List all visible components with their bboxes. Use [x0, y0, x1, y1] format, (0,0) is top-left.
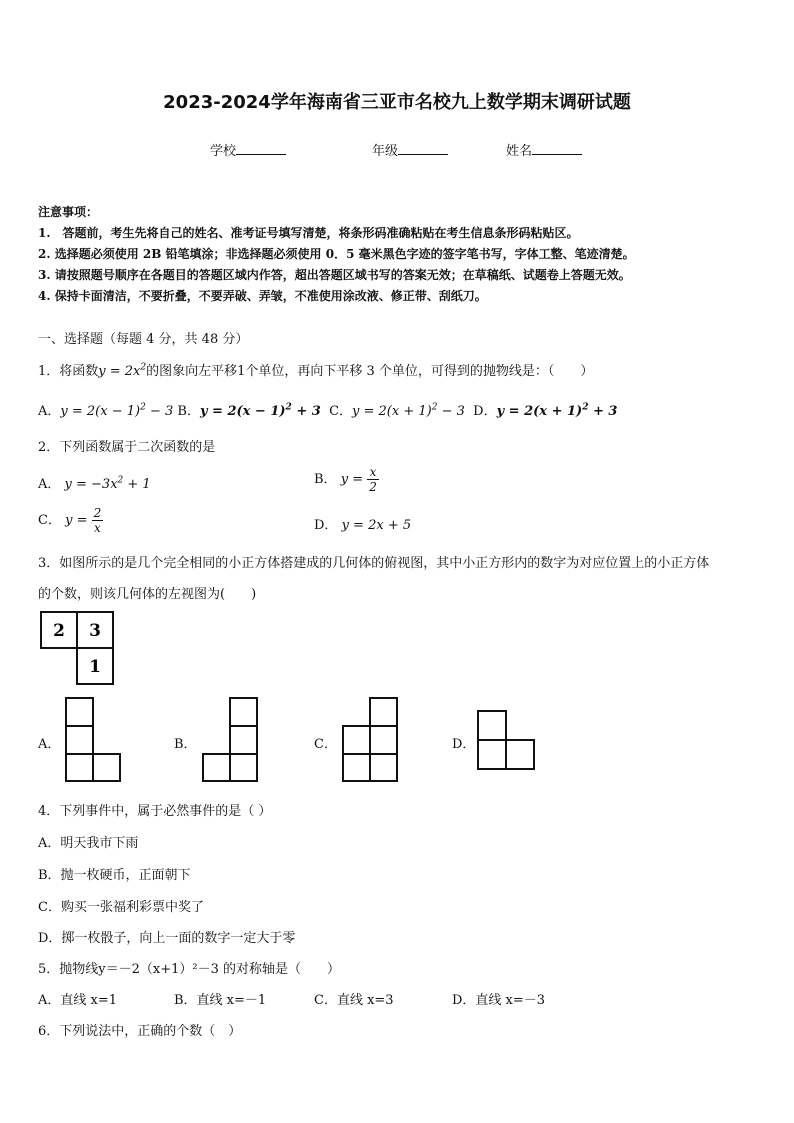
- q1-option-c-label: C．: [329, 404, 353, 419]
- note-item: 3. 请按照题号顺序在各题目的答题区域内作答，超出答题区域书写的答案无效；在草稿纸、试题卷上答题无效。: [38, 268, 631, 282]
- name-blank: [532, 142, 582, 155]
- q6-stem: 6．下列说法中，正确的个数（ ）: [38, 1024, 242, 1039]
- note-item: 4. 保持卡面清洁，不要折叠，不要弄破、弄皱，不准使用涂改液、修正带、刮纸刀。: [38, 289, 487, 303]
- q2-option-c: [38, 506, 103, 535]
- q2-option-d-formula: y = 2x + 5: [341, 518, 412, 533]
- q2-option-a-label: A．: [38, 477, 61, 492]
- q2-option-c-label: C．: [38, 513, 61, 528]
- q2-stem: 2．下列函数属于二次函数的是: [38, 440, 216, 455]
- q2-option-a: [38, 473, 151, 492]
- q1-stem-b: 的图象向左平移1个单位，再向下平移 3 个单位，可得到的抛物线是：（ ）: [146, 364, 594, 379]
- q5-option: A．直线 x=1: [38, 993, 118, 1008]
- school-blank: [236, 142, 286, 155]
- q2-option-a-formula: $y = -3x^2 + 1$: [64, 475, 151, 492]
- note-item: 2. 选择题必须使用 2B 铅笔填涂；非选择题必须使用 0．5 毫米黑色字迹的签字笔书写，字体工整、笔迹清楚。: [38, 247, 635, 261]
- section-heading: 一、选择题（每题 4 分，共 48 分）: [38, 332, 249, 347]
- school-field: [210, 140, 286, 159]
- q3-option-d-figure: [476, 709, 538, 773]
- q2-option-d: [314, 514, 411, 533]
- q4-option: D．掷一枚骰子，向上一面的数字一定大于零: [38, 931, 296, 946]
- q1-formula: $y = 2x^2$: [98, 362, 147, 379]
- grade-blank: [398, 142, 448, 155]
- q3-stem-line2: 的个数，则该几何体的左视图为( ): [38, 587, 257, 602]
- q2-option-b-formula: y =: [340, 472, 364, 487]
- grade-label: 年级: [372, 144, 399, 159]
- q3-option-a-label: A．: [38, 737, 61, 752]
- notes-heading: 注意事项：: [38, 205, 99, 219]
- q3-option-b-label: B．: [174, 737, 197, 752]
- q1-option-d-label: D．: [473, 404, 497, 419]
- name-label: 姓名: [506, 144, 533, 159]
- page-title: 2023-2024学年海南省三亚市名校九上数学期末调研试题: [163, 92, 631, 113]
- grid-number: 2: [53, 621, 65, 641]
- q4-option: A．明天我市下雨: [38, 836, 139, 851]
- q2-option-d-label: D．: [314, 518, 338, 533]
- q1-option-c: $y = 2(x + 1)^2 - 3$: [352, 402, 465, 419]
- q1-option-a: $y = 2(x - 1)^2 - 3$: [60, 402, 174, 419]
- grid-number: 3: [89, 621, 101, 641]
- grid-number: 1: [89, 657, 101, 677]
- q5-stem: 5．抛物线y＝－2（x+1）²－3 的对称轴是（ ）: [38, 962, 340, 977]
- q1-option-d: $y = 2(x + 1)^2 + 3$: [496, 402, 618, 419]
- q1-option-b: $y = 2(x - 1)^2 + 3$: [199, 402, 321, 419]
- q5-option: B．直线 x=－1: [174, 993, 267, 1008]
- q1-options: [38, 400, 617, 419]
- q4-stem: 4．下列事件中，属于必然事件的是（ ）: [38, 804, 272, 819]
- q2-option-b-label: B．: [314, 472, 337, 487]
- name-field: [506, 140, 582, 159]
- q1-option-a-label: A．: [38, 404, 61, 419]
- note-item: 1. 答题前，考生先将自己的姓名、准考证号填写清楚，将条形码准确粘贴在考生信息条形码粘贴区。: [38, 226, 579, 240]
- school-label: 学校: [210, 144, 237, 159]
- q2-option-c-fraction: $\frac{2}{x}$: [93, 506, 102, 535]
- q4-option: B．抛一枚硬币，正面朝下: [38, 868, 191, 883]
- q3-option-c-figure: [341, 696, 401, 784]
- q3-option-c-label: C．: [314, 737, 337, 752]
- q1-stem-a: 1．将函数: [38, 364, 99, 379]
- q3-option-d-label: D．: [452, 737, 476, 752]
- q1-option-b-label: B．: [177, 404, 200, 419]
- grade-field: [372, 140, 448, 159]
- q4-option: C．购买一张福利彩票中奖了: [38, 900, 204, 915]
- q1-stem: [38, 360, 593, 379]
- q3-option-a-figure: [64, 696, 124, 784]
- q3-stem-line1: 3．如图所示的是几个完全相同的小正方体搭建成的几何体的俯视图，其中小正方形内的数字为对应位置上的小正方体: [38, 556, 710, 571]
- q5-option: D．直线 x=－3: [452, 993, 546, 1008]
- q2-option-b-fraction: $\frac{x}{2}$: [369, 465, 377, 494]
- q5-option: C．直线 x=3: [314, 993, 394, 1008]
- q3-option-b-figure: [201, 696, 261, 784]
- q2-option-b: [314, 465, 379, 494]
- q3-top-view-figure: [38, 608, 118, 690]
- q2-option-c-formula: y =: [65, 513, 88, 528]
